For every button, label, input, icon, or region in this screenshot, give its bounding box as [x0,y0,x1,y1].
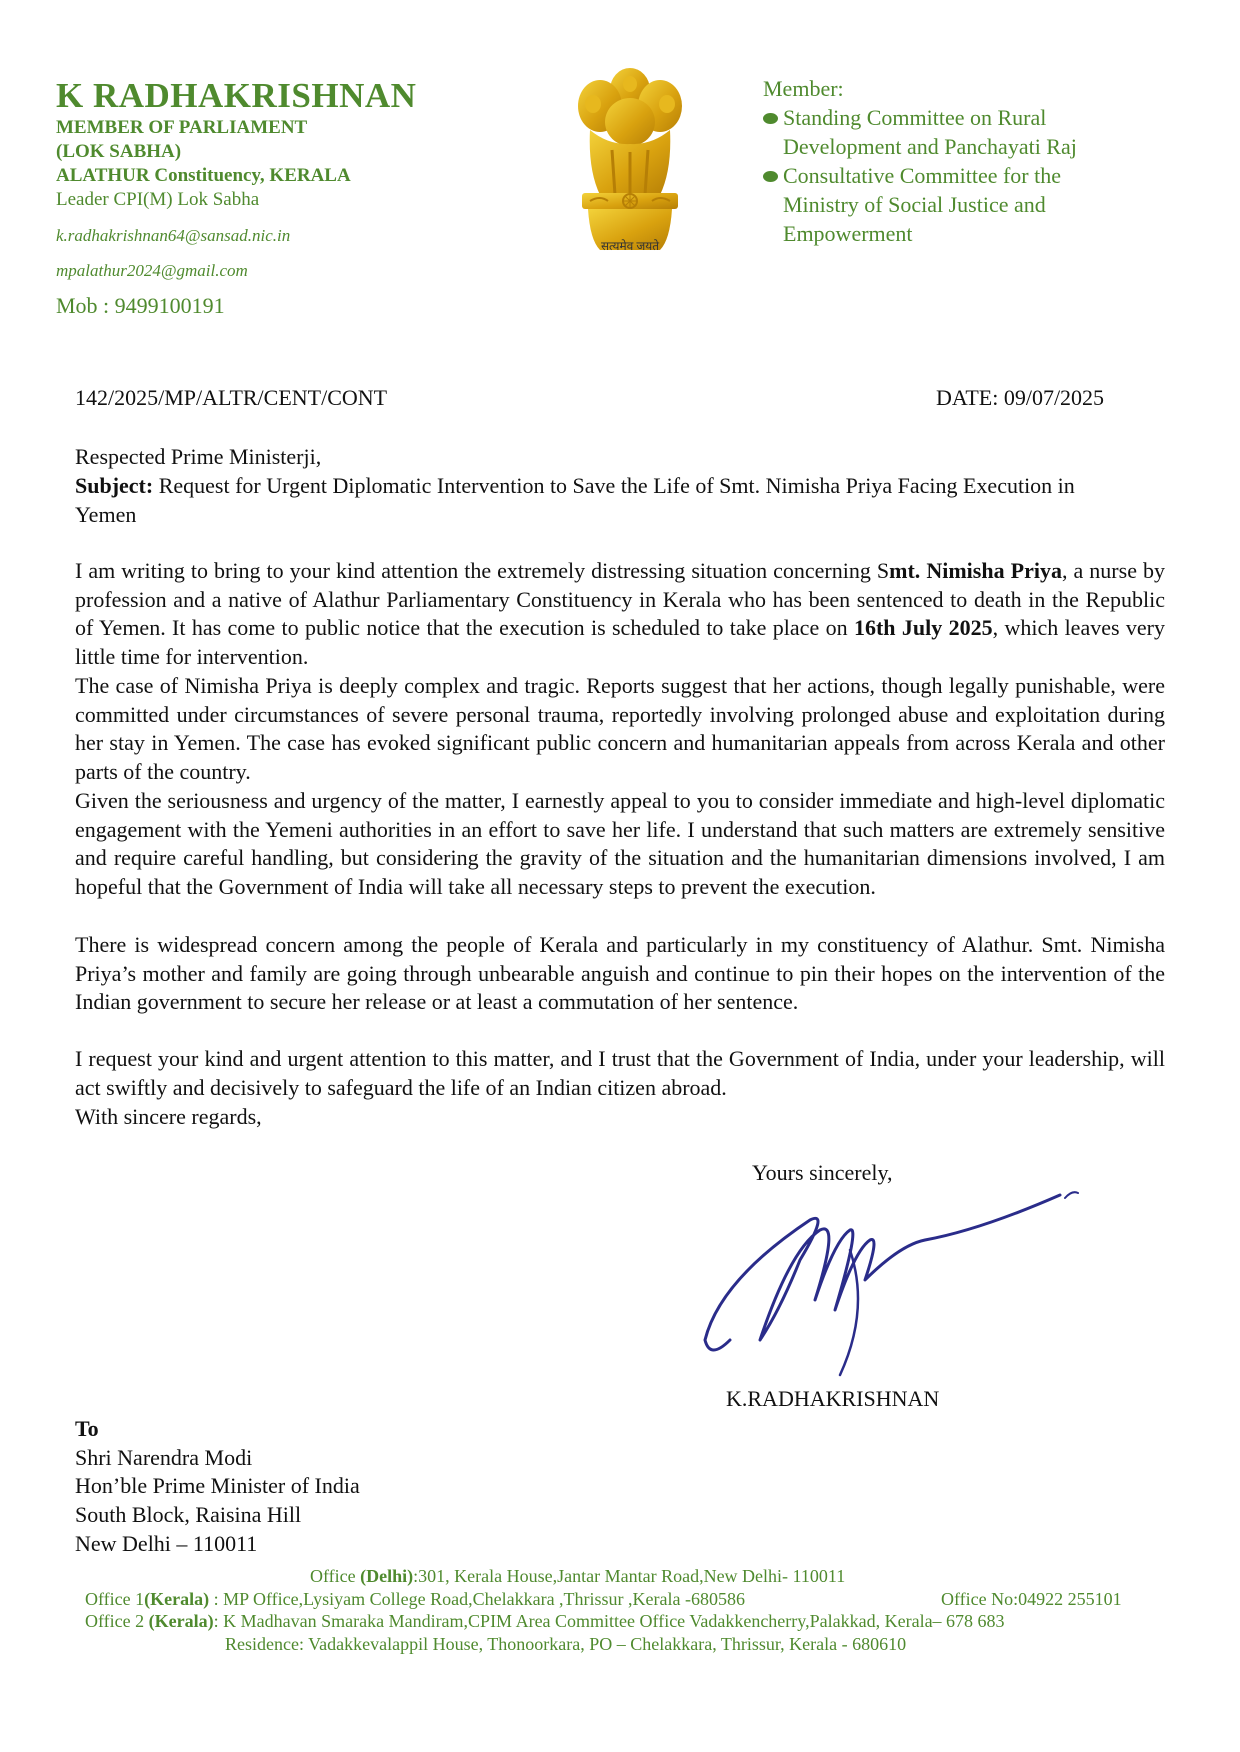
recipient-name: Shri Narendra Modi [75,1444,253,1470]
committee-membership [763,74,1203,248]
member-label: Member: [763,76,844,101]
emblem-motto: सत्यमेव जयते [600,239,660,253]
complimentary-close: Yours sincerely, [752,1160,893,1185]
recipient-address-line: New Delhi – 110011 [75,1530,258,1556]
mobile-number: Mob : 9499100191 [56,293,225,318]
paragraph-3: Given the seriousness and urgency of the matter, I earnestly appeal to you to consider immediate and high-level diplomatic engagement with the Yemeni authorities in an effort to save her life. I understand that such matters are extremely sensitive and require careful handling, but considering the gravity of the situation and the humanitarian dimensions involved, I am hopeful that the Government of India will take all necessary steps to prevent the execution. [75,788,1165,900]
kerala-office-2 [85,1610,1005,1633]
closing: With sincere regards, [75,1104,262,1129]
subject-label: Subject: [75,473,154,498]
bold-date: 16th July 2025 [853,615,993,641]
residence-address: Residence: Vadakkevalappil House, Thonoorkara, PO – Chelakkara, Thrissur, Kerala - 680610 [225,1633,907,1654]
subject-text: Request for Urgent Diplomatic Intervention to Save the Life of Smt. Nimisha Priya Facing Execution in Yemen [75,473,1075,527]
committee-line: Consultative Committee for the [783,163,1062,188]
text-run: Office 2 [85,1611,149,1631]
paragraph-2: The case of Nimisha Priya is deeply complex and tragic. Reports suggest that her actions, though legally punishable, were committed under circumstances of severe personal trauma, reportedly involving prolonged abuse and exploitation during her stay in Yemen. The case has evoked significant public concern and humanitarian appeals from across Kerala and other parts of the country. [75,673,1165,785]
salutation: Respected Prime Ministerji, [75,444,322,469]
bold-name: mt. Nimisha Priya [889,558,1062,583]
text-run: Office [310,1566,361,1586]
text-run: , which leaves very little time for intervention. [75,615,1165,670]
official-email: k.radhakrishnan64@sansad.nic.in [56,226,291,245]
committee-item [763,103,1203,161]
committee-item [763,161,1203,248]
party-role: Leader CPI(M) Lok Sabha [56,189,260,210]
bullet-icon [763,113,778,124]
text-run: , a nurse by profession and a native of Alathur Parliamentary Constituency in Kerala who has been sentenced to death in the Republic of Yemen. It has come to public notice that the execution is scheduled to take place on [75,558,1166,641]
recipient-address [75,1415,360,1559]
paragraph-5: I request your kind and urgent attention to this matter, and I trust that the Government of India, under your leadership, will act swiftly and decisively to safeguard the life of an Indian citizen abroad. [75,1046,1165,1100]
national-emblem-icon [560,60,700,260]
recipient-title: Hon’ble Prime Minister of India [75,1473,360,1499]
office-phone: Office No:04922 255101 [941,1588,1122,1609]
mp-name: K RADHAKRISHNAN [56,76,417,115]
signature-icon [700,1190,1080,1380]
reference-number: 142/2025/MP/ALTR/CENT/CONT [75,385,388,410]
delhi-office [310,1565,845,1588]
signer-name: K.RADHAKRISHNAN [726,1386,940,1411]
committee-line: Development and Panchayati Raj [783,134,1077,159]
subject-line [75,472,1085,529]
text-run: Office 1 [85,1588,145,1609]
committee-line: Ministry of Social Justice and [783,192,1046,217]
text-run: I am writing to bring to your kind attention the extremely distressing situation concerning S [75,558,890,583]
letter-date: DATE: 09/07/2025 [936,385,1105,410]
kerala-office-1 [85,1588,745,1611]
constituency: ALATHUR Constituency, KERALA [56,165,351,186]
designation: MEMBER OF PARLIAMENT [56,117,308,138]
text-run: (Delhi) [360,1566,414,1586]
bullet-icon [763,171,778,182]
text-run: (Kerala) [148,1611,214,1631]
paragraph-1 [75,557,1165,672]
recipient-address-line: South Block, Raisina Hill [75,1502,302,1528]
text-run: (Kerala) [144,1588,210,1609]
text-run: : MP Office,Lysiyam College Road,Chelakkara ,Thrissur ,Kerala -680586 [209,1588,746,1609]
letterhead-left [56,76,516,321]
committee-line: Standing Committee on Rural [783,105,1047,130]
committee-line: Empowerment [783,221,913,246]
text-run: : K Madhavan Smaraka Mandiram,CPIM Area Committee Office Vadakkencherry,Palakkad, Kerala– 678 683 [213,1611,1005,1631]
text-run: :301, Kerala House,Jantar Mantar Road,New Delhi- 110011 [413,1566,846,1586]
house: (LOK SABHA) [56,141,182,162]
paragraph-4: There is widespread concern among the people of Kerala and particularly in my constituency of Alathur. Smt. Nimisha Priya’s mother and family are going through unbearable anguish and continue to pin their hopes on the intervention of the Indian government to secure her release or at least a commutation of her sentence. [75,932,1165,1015]
personal-email: mpalathur2024@gmail.com [56,261,248,280]
to-label: To [75,1416,99,1441]
